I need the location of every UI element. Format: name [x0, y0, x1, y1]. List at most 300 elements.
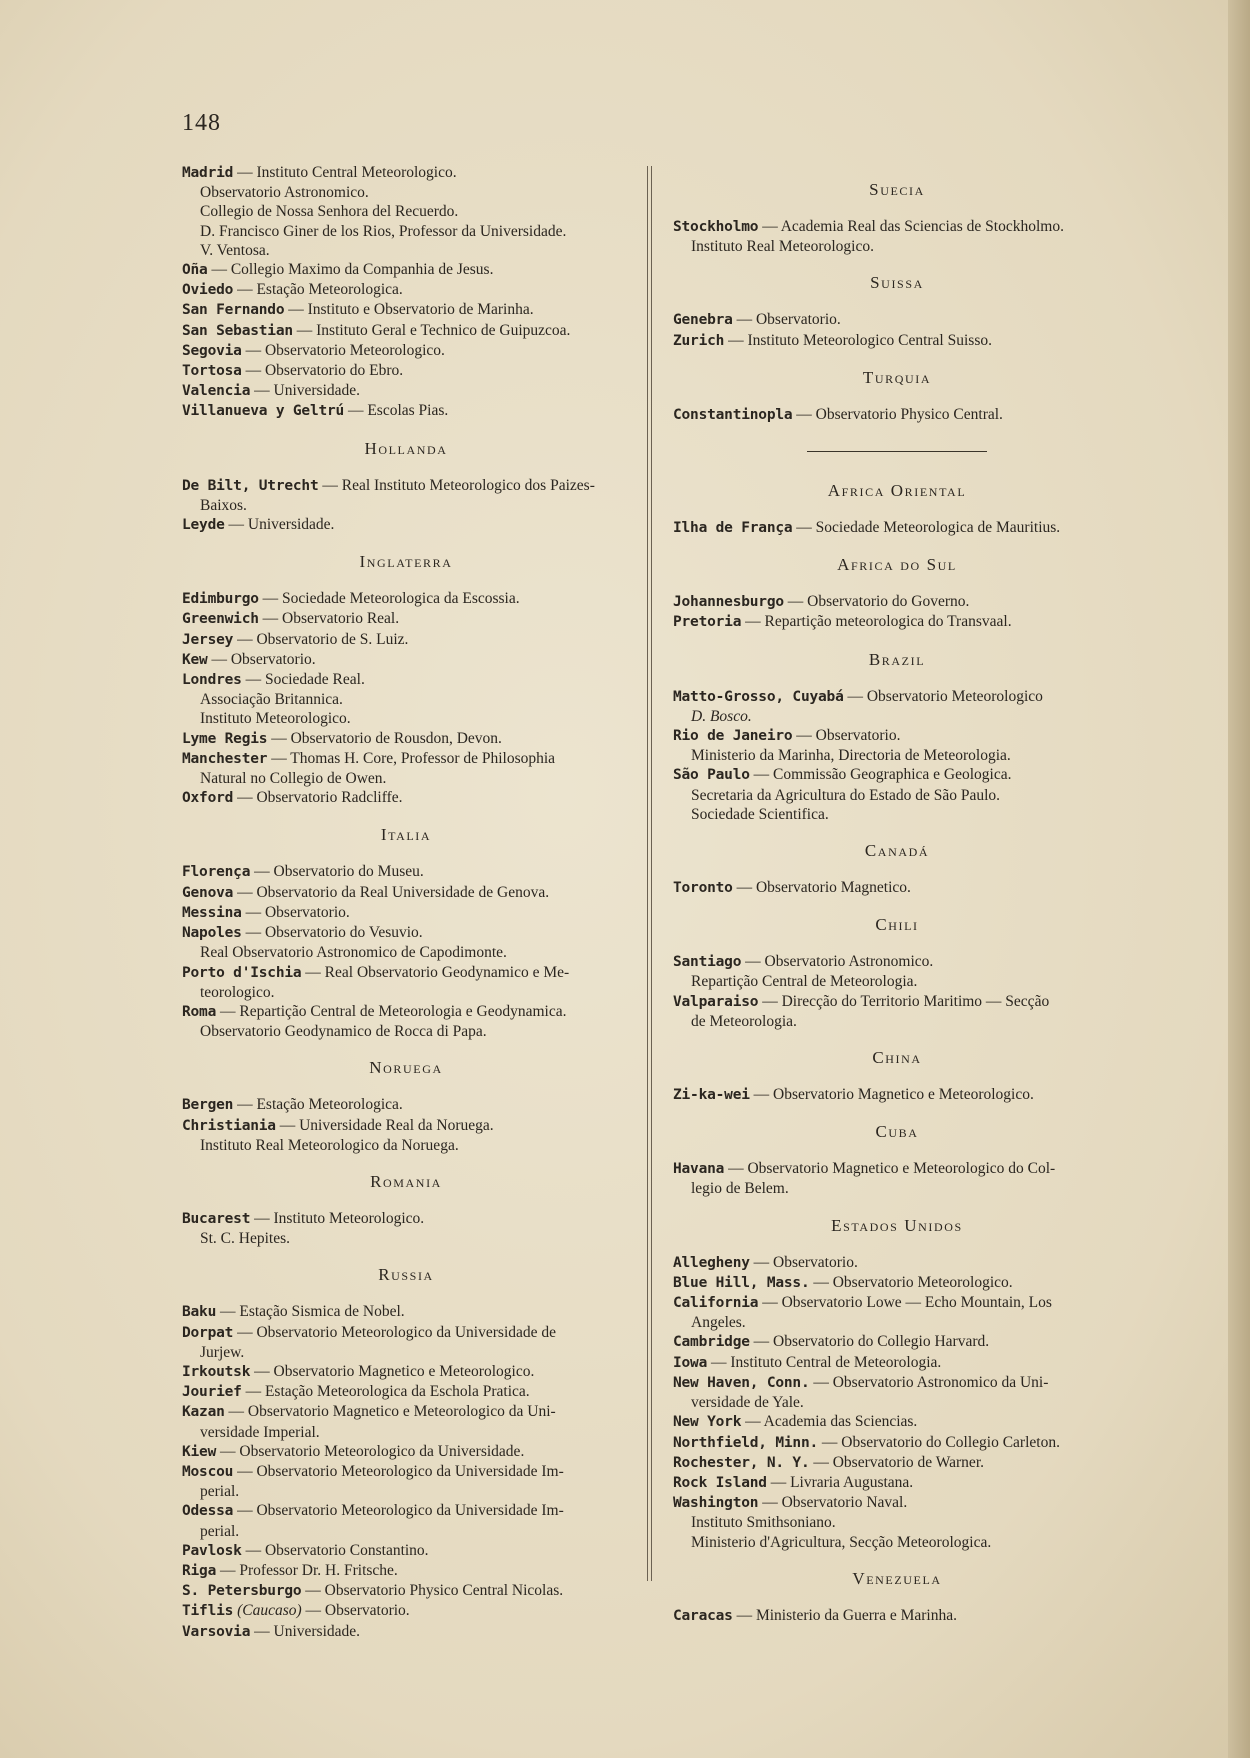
dash: —	[749, 1253, 774, 1271]
place-name: São Paulo	[673, 767, 750, 784]
institution-text: Instituto Geral e Technico de Guipuzcoa.	[316, 321, 571, 339]
continuation-line	[673, 1393, 1121, 1412]
dash: —	[250, 1209, 274, 1227]
continuation-text: D. Francisco Giner de los Rios, Professor da Universidade.	[200, 222, 567, 240]
place-name: Genova	[182, 884, 234, 901]
institution-text: Instituto e Observatorio de Marinha.	[307, 301, 534, 319]
place-name: Odessa	[182, 1503, 234, 1520]
entry-line	[182, 381, 630, 401]
place-name: Caracas	[673, 1607, 733, 1624]
place-name: Christiania	[182, 1117, 276, 1134]
institution-text: Repartição Central de Meteorologia e Geodynamica.	[239, 1002, 567, 1020]
place-name: Oxford	[182, 790, 234, 807]
place-name: Washington	[673, 1495, 759, 1512]
continuation-text: perial.	[200, 1522, 240, 1540]
entry-line	[182, 1002, 630, 1022]
dash: —	[241, 924, 265, 942]
section-heading-brazil: Brazil	[868, 649, 926, 669]
institution-text: Observatorio do Vesuvio.	[264, 924, 423, 942]
place-name: Jersey	[182, 631, 234, 648]
dash: —	[233, 1323, 257, 1341]
place-name: Varsovia	[182, 1623, 251, 1640]
place-name: Rochester, N. Y.	[673, 1454, 810, 1471]
place-name: San Sebastian	[182, 322, 293, 339]
dash: —	[233, 1502, 257, 1520]
continuation-text: legio de Belem.	[691, 1180, 789, 1198]
place-name: Kiew	[182, 1443, 217, 1460]
institution-text: Observatorio de S. Luiz.	[256, 630, 409, 648]
institution-text: Observatorio do Governo.	[807, 593, 970, 611]
left-column	[182, 163, 630, 1642]
entry-line	[673, 331, 1121, 351]
continuation-line	[182, 1229, 630, 1248]
continuation-line	[182, 202, 630, 221]
dash: —	[224, 1403, 248, 1421]
entry-line	[673, 518, 1121, 538]
continuation-text: Instituto Real Meteorologico da Noruega.	[200, 1136, 459, 1154]
institution-text: Observatorio Magnetico e Meteorologico do Col-	[747, 1160, 1056, 1178]
section-heading-noruega: Noruega	[369, 1058, 443, 1078]
dash: —	[258, 610, 283, 628]
dash: —	[250, 1362, 274, 1380]
institution-text: Observatorio.	[264, 903, 350, 921]
place-note: (Caucaso)	[237, 1602, 302, 1620]
dash: —	[783, 593, 808, 611]
section-heading-suissa: Suissa	[870, 273, 924, 293]
institution-text: Observatorio Lowe — Echo Mountain, Los	[781, 1294, 1052, 1312]
place-name: Londres	[182, 672, 242, 689]
institution-text: Observatorio Physico Central Nicolas.	[324, 1582, 564, 1600]
institution-text: Observatorio do Collegio Carleton.	[841, 1433, 1060, 1451]
section-heading-estados-unidos: Estados Unidos	[831, 1215, 963, 1235]
continuation-text: V. Ventosa.	[200, 241, 270, 259]
dash: —	[250, 1622, 274, 1640]
continuation-text: Instituto Meteorologico.	[200, 710, 351, 728]
dash: —	[216, 1002, 240, 1020]
place-name: S. Petersburgo	[182, 1583, 302, 1600]
institution-text: Estação Meteorologica.	[256, 1096, 403, 1114]
place-name: Florença	[182, 864, 251, 881]
entry-line	[182, 1302, 630, 1322]
place-name: Zurich	[673, 332, 725, 349]
place-name: Rock Island	[673, 1474, 767, 1491]
institution-text: Observatorio Meteorologico da Universidade Im-	[256, 1462, 564, 1480]
entry-line	[182, 1622, 630, 1642]
institution-text: Direcção do Territorio Maritimo — Secção	[781, 992, 1050, 1010]
place-name: Messina	[182, 904, 242, 921]
continuation-text: de Meteorologia.	[691, 1012, 797, 1030]
institution-text: Escolas Pias.	[367, 402, 449, 420]
institution-text: Observatorio.	[815, 727, 901, 745]
place-name: Tortosa	[182, 363, 242, 380]
place-name: Constantinopla	[673, 406, 793, 423]
continuation-line	[673, 1012, 1121, 1031]
continuation-line	[673, 1533, 1121, 1552]
institution-text: Observatorio.	[773, 1253, 858, 1271]
entry-line	[673, 1606, 1121, 1626]
continuation-text: versidade de Yale.	[691, 1394, 804, 1412]
dash: —	[233, 630, 257, 648]
section-heading-romania: Romania	[370, 1171, 442, 1191]
entry-line	[182, 883, 630, 903]
dash: —	[301, 963, 325, 981]
dash: —	[241, 671, 265, 689]
place-name: Tiflis	[182, 1603, 234, 1620]
place-name: Manchester	[182, 750, 268, 767]
entry-line	[673, 1085, 1121, 1105]
continuation-text: Jurjew.	[200, 1343, 245, 1361]
dash: —	[267, 749, 291, 767]
place-name: Edimburgo	[182, 591, 259, 608]
dash: —	[732, 311, 756, 329]
place-name: Dorpat	[182, 1324, 234, 1341]
institution-text: Observatorio Meteorologico	[866, 687, 1043, 705]
place-name: Ilha de França	[673, 520, 793, 537]
place-name: Oña	[182, 262, 208, 279]
entry-line	[673, 1293, 1121, 1313]
institution-text: Sociedade Meteorologica de Mauritius.	[815, 519, 1061, 537]
column-divider	[647, 166, 652, 1581]
place-name: Segovia	[182, 342, 242, 359]
dash: —	[724, 331, 748, 349]
institution-text: Ministerio da Guerra e Marinha.	[755, 1606, 957, 1624]
continuation-line	[673, 746, 1121, 765]
dash: —	[792, 727, 816, 745]
entry-line	[182, 589, 630, 609]
entry-line	[673, 1332, 1121, 1352]
dash: —	[818, 1433, 842, 1451]
continuation-line	[182, 1482, 630, 1501]
institution-text: Observatorio Magnetico e Meteorologico da Uni-	[247, 1403, 556, 1421]
place-name: Riga	[182, 1562, 217, 1579]
place-name: Blue Hill, Mass.	[673, 1274, 810, 1291]
place-name: Pavlosk	[182, 1542, 242, 1559]
entry-line	[673, 1453, 1121, 1473]
continuation-line	[673, 237, 1121, 256]
institution-text: Observatorio de Rousdon, Devon.	[290, 729, 502, 747]
institution-text: Sociedade Meteorologica da Escossia.	[282, 590, 520, 608]
entry-line	[673, 726, 1121, 746]
entry-line	[673, 992, 1121, 1012]
entry-line	[673, 592, 1121, 612]
dash: —	[258, 590, 283, 608]
entry-line	[182, 1116, 630, 1136]
entry-line	[673, 1273, 1121, 1293]
dash: —	[241, 1383, 265, 1401]
continuation-line	[182, 943, 630, 962]
institution-text: Observatorio Astronomico.	[764, 953, 934, 971]
entry-line	[673, 217, 1121, 237]
institution-text: Observatorio Naval.	[781, 1494, 908, 1512]
entry-line	[673, 765, 1121, 785]
institution-text: Collegio Maximo da Companhia de Jesus.	[230, 261, 494, 279]
continuation-text: Sociedade Scientifica.	[691, 805, 829, 823]
place-name: Napoles	[182, 925, 242, 942]
place-name: Northfield, Minn.	[673, 1434, 819, 1451]
continuation-text: Associação Britannica.	[200, 691, 343, 709]
institution-text: Observatorio do Museu.	[273, 863, 424, 881]
entry-line	[182, 476, 630, 496]
entry-line	[182, 163, 630, 183]
institution-text: Universidade.	[273, 1622, 361, 1640]
place-name: Bergen	[182, 1097, 234, 1114]
continuation-line	[182, 769, 630, 788]
continuation-text: Ministerio da Marinha, Directoria de Meteorologia.	[691, 747, 1011, 765]
place-name: Baku	[182, 1304, 217, 1321]
dash: —	[724, 1160, 748, 1178]
continuation-text: Instituto Smithsoniano.	[691, 1514, 836, 1532]
continuation-text: teorologico.	[200, 983, 275, 1001]
entry-line	[182, 630, 630, 650]
dash: —	[809, 1453, 833, 1471]
continuation-line	[673, 786, 1121, 805]
place-name: Zi-ka-wei	[673, 1087, 750, 1104]
dash: —	[766, 1473, 791, 1491]
dash: —	[241, 341, 265, 359]
entry-line	[182, 1541, 630, 1561]
dash: —	[233, 1096, 257, 1114]
continuation-text: Observatorio Astronomico.	[200, 184, 369, 202]
entry-line	[182, 1601, 630, 1621]
entry-line	[182, 1442, 630, 1462]
continuation-text: perial.	[200, 1483, 240, 1501]
institution-text: Observatorio do Collegio Harvard.	[773, 1333, 990, 1351]
institution-text: Thomas H. Core, Professor de Philosophia	[290, 749, 556, 767]
institution-text: Observatorio Meteorologico da Universidade.	[239, 1442, 525, 1460]
institution-text: Observatorio Constantino.	[264, 1541, 429, 1559]
section-heading-russia: Russia	[378, 1265, 434, 1285]
institution-text: Repartição meteorologica do Transvaal.	[764, 613, 1012, 631]
entry-line	[673, 952, 1121, 972]
entry-line	[673, 405, 1121, 425]
place-name: Lyme Regis	[182, 730, 268, 747]
section-heading-canada: Canadá	[864, 841, 930, 861]
dash: —	[284, 301, 308, 319]
place-name: Moscou	[182, 1463, 234, 1480]
entry-line	[182, 650, 630, 670]
dash: —	[749, 766, 774, 784]
entry-line	[182, 1209, 630, 1229]
continuation-text: Observatorio Geodynamico de Rocca di Papa.	[200, 1023, 487, 1041]
section-heading-africa-oriental: Africa Oriental	[827, 481, 967, 501]
entry-line	[182, 1323, 630, 1343]
right-column	[673, 163, 1121, 1626]
place-name: Rio de Janeiro	[673, 728, 793, 745]
place-name: Kazan	[182, 1404, 225, 1421]
dash: —	[741, 613, 765, 631]
entry-line	[182, 1462, 630, 1482]
dash: —	[732, 879, 756, 897]
entry-line	[182, 361, 630, 381]
dash: —	[301, 1602, 325, 1620]
place-name: Matto-Grosso, Cuyabá	[673, 688, 844, 705]
institution-text: Academia Real das Sciencias de Stockholmo.	[780, 218, 1064, 235]
place-name: San Fernando	[182, 302, 285, 319]
continuation-text: Collegio de Nossa Senhora del Recuerdo.	[200, 203, 459, 221]
entry-line	[182, 1095, 630, 1115]
entry-line	[673, 1433, 1121, 1453]
institution-text: Estação Meteorologica.	[256, 281, 403, 299]
entry-line	[182, 1581, 630, 1601]
place-name: De Bilt, Utrecht	[182, 477, 319, 494]
section-heading-china: China	[872, 1048, 922, 1068]
dash: —	[707, 1353, 731, 1371]
dash: —	[758, 992, 782, 1010]
continuation-text: Angeles.	[691, 1314, 746, 1332]
place-name: Irkoutsk	[182, 1363, 251, 1380]
place-name: Iowa	[673, 1354, 708, 1371]
entry-line	[182, 862, 630, 882]
continuation-line	[673, 972, 1121, 991]
section-heading-suecia: Suecia	[869, 180, 925, 199]
continuation-text: Real Observatorio Astronomico de Capodimonte.	[200, 944, 507, 962]
institution-text: Estação Sismica de Nobel.	[239, 1303, 405, 1321]
continuation-line	[673, 707, 1121, 726]
dash: —	[741, 1413, 764, 1431]
place-name: New York	[673, 1414, 742, 1431]
entry-line	[673, 1412, 1121, 1432]
dash: —	[233, 789, 257, 807]
continuation-line	[182, 709, 630, 728]
institution-text: Observatorio Meteorologico da Universidade Im-	[256, 1502, 564, 1520]
entry-line	[182, 1382, 630, 1402]
institution-text: Observatorio Meteorologico da Universidade de	[256, 1323, 557, 1341]
place-name: Genebra	[673, 312, 733, 329]
entry-line	[182, 300, 630, 320]
place-name: Villanueva y Geltrú	[182, 403, 345, 420]
institution-text: Instituto Meteorologico.	[273, 1209, 425, 1227]
place-name: Madrid	[182, 165, 234, 181]
institution-text: Observatorio.	[755, 311, 841, 329]
place-name: Valencia	[182, 383, 251, 400]
dash: —	[241, 903, 265, 921]
continuation-line	[182, 1522, 630, 1541]
institution-text: Observatorio.	[230, 650, 316, 668]
institution-text: Observatorio Physico Central.	[815, 405, 1003, 423]
place-name: Jourief	[182, 1384, 242, 1401]
institution-text: Professor Dr. H. Fritsche.	[239, 1561, 398, 1579]
dash: —	[216, 1561, 240, 1579]
continuation-line	[673, 1179, 1121, 1198]
dash: —	[843, 687, 867, 705]
institution-text: Real Instituto Meteorologico dos Paizes-	[341, 476, 595, 494]
entry-line	[673, 1493, 1121, 1513]
page-number: 148	[182, 110, 221, 136]
place-name: Oviedo	[182, 282, 234, 299]
dash: —	[267, 729, 291, 747]
place-name: Greenwich	[182, 611, 259, 628]
institution-text: Observatorio.	[324, 1602, 410, 1620]
institution-text: Observatorio da Real Universidade de Genova.	[256, 883, 550, 901]
continuation-text: Secretaria da Agricultura do Estado de São Paulo.	[691, 786, 1001, 804]
place-name: Santiago	[673, 954, 742, 971]
continuation-line	[182, 496, 630, 515]
institution-text: Observatorio do Ebro.	[264, 362, 404, 380]
dash: —	[292, 321, 317, 339]
continuation-line	[182, 222, 630, 241]
dash: —	[809, 1273, 833, 1291]
dash: —	[792, 519, 816, 537]
dash: —	[207, 650, 231, 668]
dash: —	[749, 1086, 774, 1104]
institution-text: Observatorio Magnetico.	[755, 879, 911, 897]
institution-text: Instituto Central Meteorologico.	[256, 164, 457, 181]
institution-text: Instituto Central de Meteorologia.	[730, 1353, 942, 1371]
entry-line	[182, 1402, 630, 1422]
place-name: New Haven, Conn.	[673, 1374, 810, 1391]
place-name: Bucarest	[182, 1210, 251, 1227]
entry-line	[673, 1353, 1121, 1373]
dash: —	[207, 261, 231, 279]
continuation-line	[182, 1343, 630, 1362]
entry-line	[673, 1253, 1121, 1273]
entry-line	[182, 963, 630, 983]
entry-line	[182, 788, 630, 808]
entry-line	[673, 310, 1121, 330]
section-heading-hollanda: Hollanda	[364, 438, 448, 458]
page-edge	[1228, 0, 1250, 1758]
entry-line	[673, 1373, 1121, 1393]
continuation-text: Baixos.	[200, 496, 247, 514]
continuation-text: Instituto Real Meteorologico.	[691, 238, 874, 256]
entry-line	[182, 321, 630, 341]
section-heading-cuba: Cuba	[875, 1122, 919, 1142]
institution-text: Real Observatorio Geodynamico e Me-	[324, 963, 570, 981]
place-name: Roma	[182, 1003, 217, 1020]
continuation-text: versidade Imperial.	[200, 1423, 320, 1441]
institution-text: Academia das Sciencias.	[763, 1413, 918, 1431]
dash: —	[792, 405, 816, 423]
dash: —	[250, 382, 274, 400]
institution-text: Observatorio Radcliffe.	[256, 789, 403, 807]
dash: —	[233, 281, 257, 299]
entry-line	[673, 1473, 1121, 1493]
place-name: California	[673, 1295, 759, 1312]
institution-text: Observatorio Meteorologico.	[264, 341, 445, 359]
institution-text: Observatorio Astronomico da Uni-	[832, 1373, 1049, 1391]
place-name: Havana	[673, 1161, 725, 1178]
dash: —	[241, 362, 265, 380]
dash: —	[758, 218, 781, 235]
section-heading-inglaterra: Inglaterra	[359, 552, 453, 572]
institution-text: Sociedade Real.	[264, 671, 365, 689]
dash: —	[233, 1462, 257, 1480]
dash: —	[344, 402, 368, 420]
dash: —	[224, 516, 248, 534]
dash: —	[749, 1333, 774, 1351]
entry-line	[182, 260, 630, 280]
entry-line	[182, 1561, 630, 1581]
dash: —	[216, 1303, 240, 1321]
place-name: Allegheny	[673, 1254, 750, 1271]
institution-text: Universidade.	[273, 382, 361, 400]
continuation-line	[182, 983, 630, 1002]
continuation-text: St. C. Hepites.	[200, 1230, 290, 1248]
entry-line	[182, 749, 630, 769]
institution-text: Observatorio Magnetico e Meteorologico.	[273, 1362, 535, 1380]
continuation-text: Ministerio d'Agricultura, Secção Meteorologica.	[691, 1533, 992, 1551]
institution-text: Observatorio Real.	[282, 610, 400, 628]
entry-line	[673, 878, 1121, 898]
dash: —	[275, 1116, 300, 1134]
institution-text: Livraria Augustana.	[790, 1473, 914, 1491]
dash: —	[741, 953, 765, 971]
continuation-line	[673, 1313, 1121, 1332]
place-name: Toronto	[673, 880, 733, 897]
entry-line	[182, 609, 630, 629]
entry-line	[182, 341, 630, 361]
place-name: Johannesburgo	[673, 594, 784, 611]
